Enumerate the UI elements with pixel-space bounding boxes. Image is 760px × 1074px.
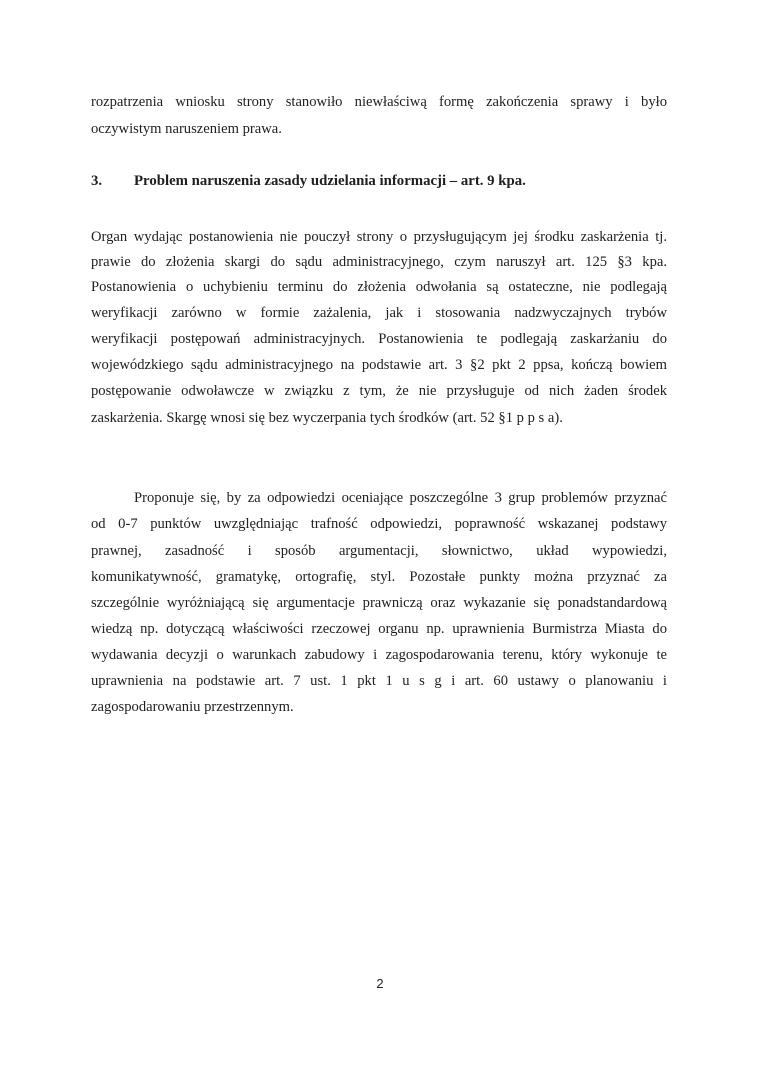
- paragraph1-line-1: Organ wydając postanowienia nie pouczył strony o przysługującym jej środku zaskarżenia tj.: [91, 229, 667, 245]
- paragraph2-line-6: wiedzą np. dotyczącą właściwości rzeczowej organu np. uprawnienia Burmistrza Miasta do: [91, 621, 667, 637]
- paragraph1-line-7: postępowanie odwoławcze w związku z tym, że nie przysługuje od nich żaden środek: [91, 383, 667, 399]
- paragraph1-line-2: prawie do złożenia skargi do sądu administracyjnego, czym naruszył art. 125 §3 kpa.: [91, 254, 667, 270]
- paragraph1-line-5: weryfikacji postępowań administracyjnych. Postanowienia te podlegają zaskarżaniu do: [91, 331, 667, 347]
- paragraph2-line-3: prawnej, zasadność i sposób argumentacji, słownictwo, układ wypowiedzi,: [91, 543, 667, 559]
- paragraph2-line-7: wydawania decyzji o warunkach zabudowy i zagospodarowania terenu, który wykonuje te: [91, 647, 667, 663]
- section-title: Problem naruszenia zasady udzielania informacji – art. 9 kpa.: [134, 173, 526, 189]
- paragraph1-line-6: wojewódzkiego sądu administracyjnego na podstawie art. 3 §2 pkt 2 ppsa, kończą bowiem: [91, 357, 667, 373]
- paragraph2-line-5: szczególnie wyróżniającą się argumentacje prawniczą oraz wykazanie się ponadstandardową: [91, 595, 667, 611]
- paragraph1-line-3: Postanowienia o uchybieniu terminu do złożenia odwołania są ostateczne, nie podlegają: [91, 279, 667, 295]
- paragraph2-line-9: zagospodarowaniu przestrzennym.: [91, 699, 294, 715]
- page-number: 2: [376, 976, 384, 991]
- section-number: 3.: [91, 173, 103, 189]
- paragraph2-line-4: komunikatywność, gramatykę, ortografię, styl. Pozostałe punkty można przyznać za: [91, 569, 667, 585]
- paragraph2-line-8: uprawnienia na podstawie art. 7 ust. 1 pkt 1 u s g i art. 60 ustawy o planowaniu i: [91, 673, 667, 689]
- paragraph2-line-1: Proponuje się, by za odpowiedzi oceniające poszczególne 3 grup problemów przyznać: [134, 490, 667, 506]
- paragraph2-line-2: od 0-7 punktów uwzględniając trafność odpowiedzi, poprawność wskazanej podstawy: [91, 516, 667, 532]
- paragraph1-line-8: zaskarżenia. Skargę wnosi się bez wyczerpania tych środków (art. 52 §1 p p s a).: [91, 410, 563, 426]
- section-heading: [91, 171, 667, 191]
- intro-line-1: rozpatrzenia wniosku strony stanowiło niewłaściwą formę zakończenia sprawy i było: [91, 94, 667, 110]
- paragraph1-line-4: weryfikacji zarówno w formie zażalenia, jak i stosowania nadzwyczajnych trybów: [91, 305, 667, 321]
- intro-line-2: oczywistym naruszeniem prawa.: [91, 121, 282, 137]
